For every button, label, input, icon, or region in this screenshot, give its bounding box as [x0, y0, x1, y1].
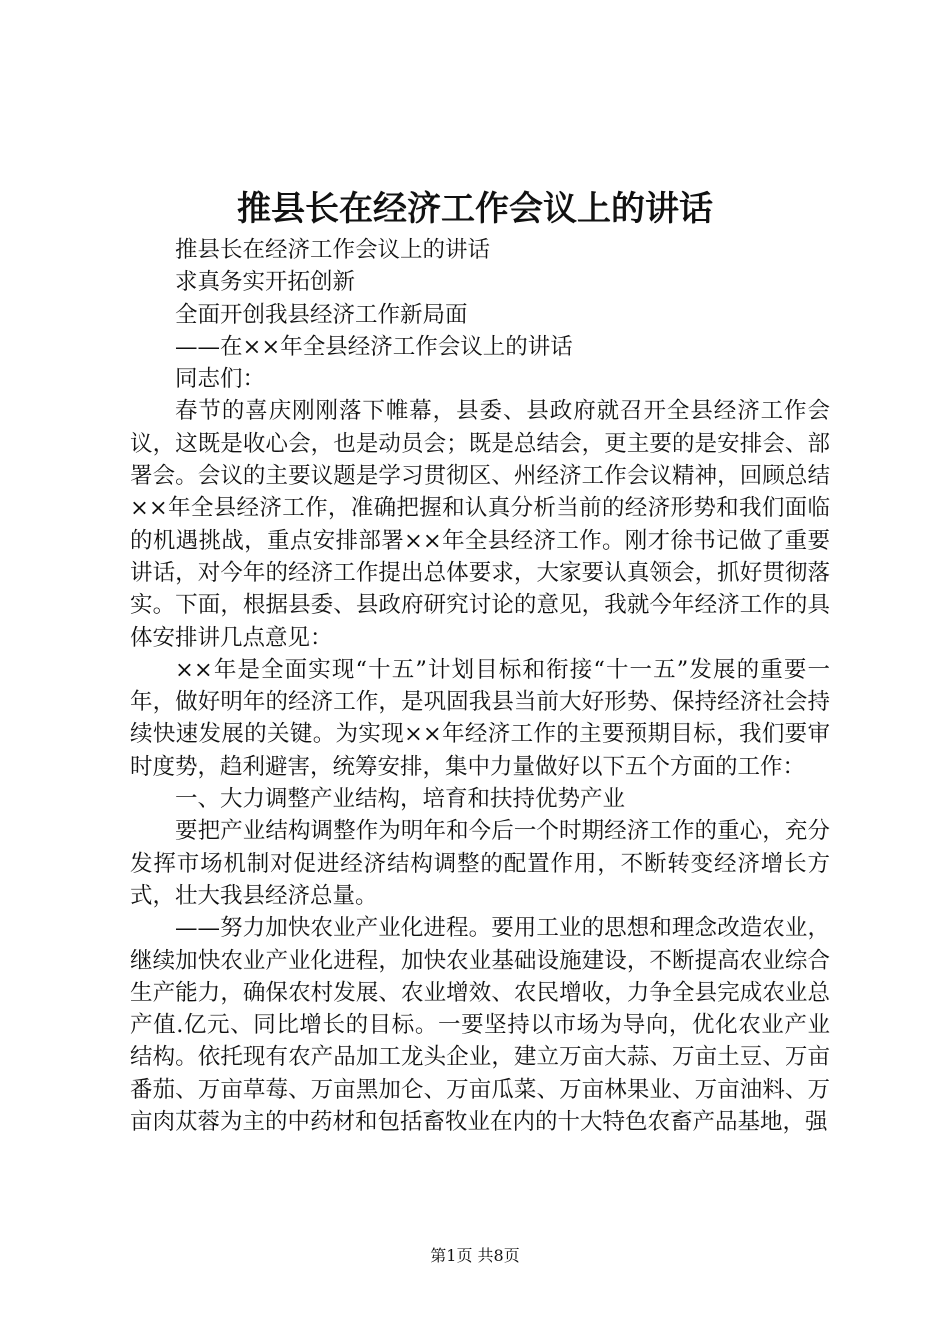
paragraph: 全面开创我县经济工作新局面 — [175, 301, 468, 328]
paragraph: 同志们： — [175, 366, 266, 393]
paragraph: ——在××年全县经济工作会议上的讲话 — [175, 333, 573, 360]
paragraph: 要把产业结构调整作为明年和今后一个时期经济工作的重心，充分发挥市场机制对促进经济结构调整的配置作用，不断转变经济增长方式，壮大我县经济总量。 — [130, 818, 830, 909]
paragraph: ——努力加快农业产业化进程。要用工业的思想和理念改造农业，继续加快农业产业化进程，加快农业基础设施建设，不断提高农业综合生产能力，确保农村发展、农业增效、农民增收，力争全县完成农业总产值.亿元、同比增长的目标。一要坚持以市场为导向，优化农业产业结构。依托现有农产品加工龙头企业，建立万亩大蒜、万亩土豆、万亩番茄、万亩草莓、万亩黑加仑、万亩瓜菜、万亩林果业、万亩油料、万亩肉苁蓉为主的中药材和包括畜牧业在内的十大特色农畜产品基地，强 — [130, 915, 830, 1136]
document-body — [130, 234, 830, 1138]
page-title: 推县长在经济工作会议上的讲话 — [237, 189, 713, 229]
paragraph: 春节的喜庆刚刚落下帷幕，县委、县政府就召开全县经济工作会议，这既是收心会，也是动员会；既是总结会，更主要的是安排会、部署会。会议的主要议题是学习贯彻区、州经济工作会议精神，回顾总结××年全县经济工作，准确把握和认真分析当前的经济形势和我们面临的机遇挑战，重点安排部署××年全县经济工作。刚才徐书记做了重要讲话，对今年的经济工作提出总体要求，大家要认真领会，抓好贯彻落实。下面，根据县委、县政府研究讨论的意见，我就今年经济工作的具体安排讲几点意见： — [130, 398, 830, 651]
section-heading: 一、大力调整产业结构，培育和扶持优势产业 — [175, 786, 626, 813]
paragraph: 推县长在经济工作会议上的讲话 — [175, 237, 491, 263]
paragraph: 求真务实开拓创新 — [175, 269, 356, 296]
page-footer: 第1页 共8页 — [430, 1246, 520, 1265]
paragraph: ××年是全面实现“十五”计划目标和衔接“十一五”发展的重要一年，做好明年的经济工作，是巩固我县当前大好形势、保持经济社会持续快速发展的关键。为实现××年经济工作的主要预期目标，我们要审时度势，趋利避害，统筹安排，集中力量做好以下五个方面的工作： — [130, 656, 830, 780]
